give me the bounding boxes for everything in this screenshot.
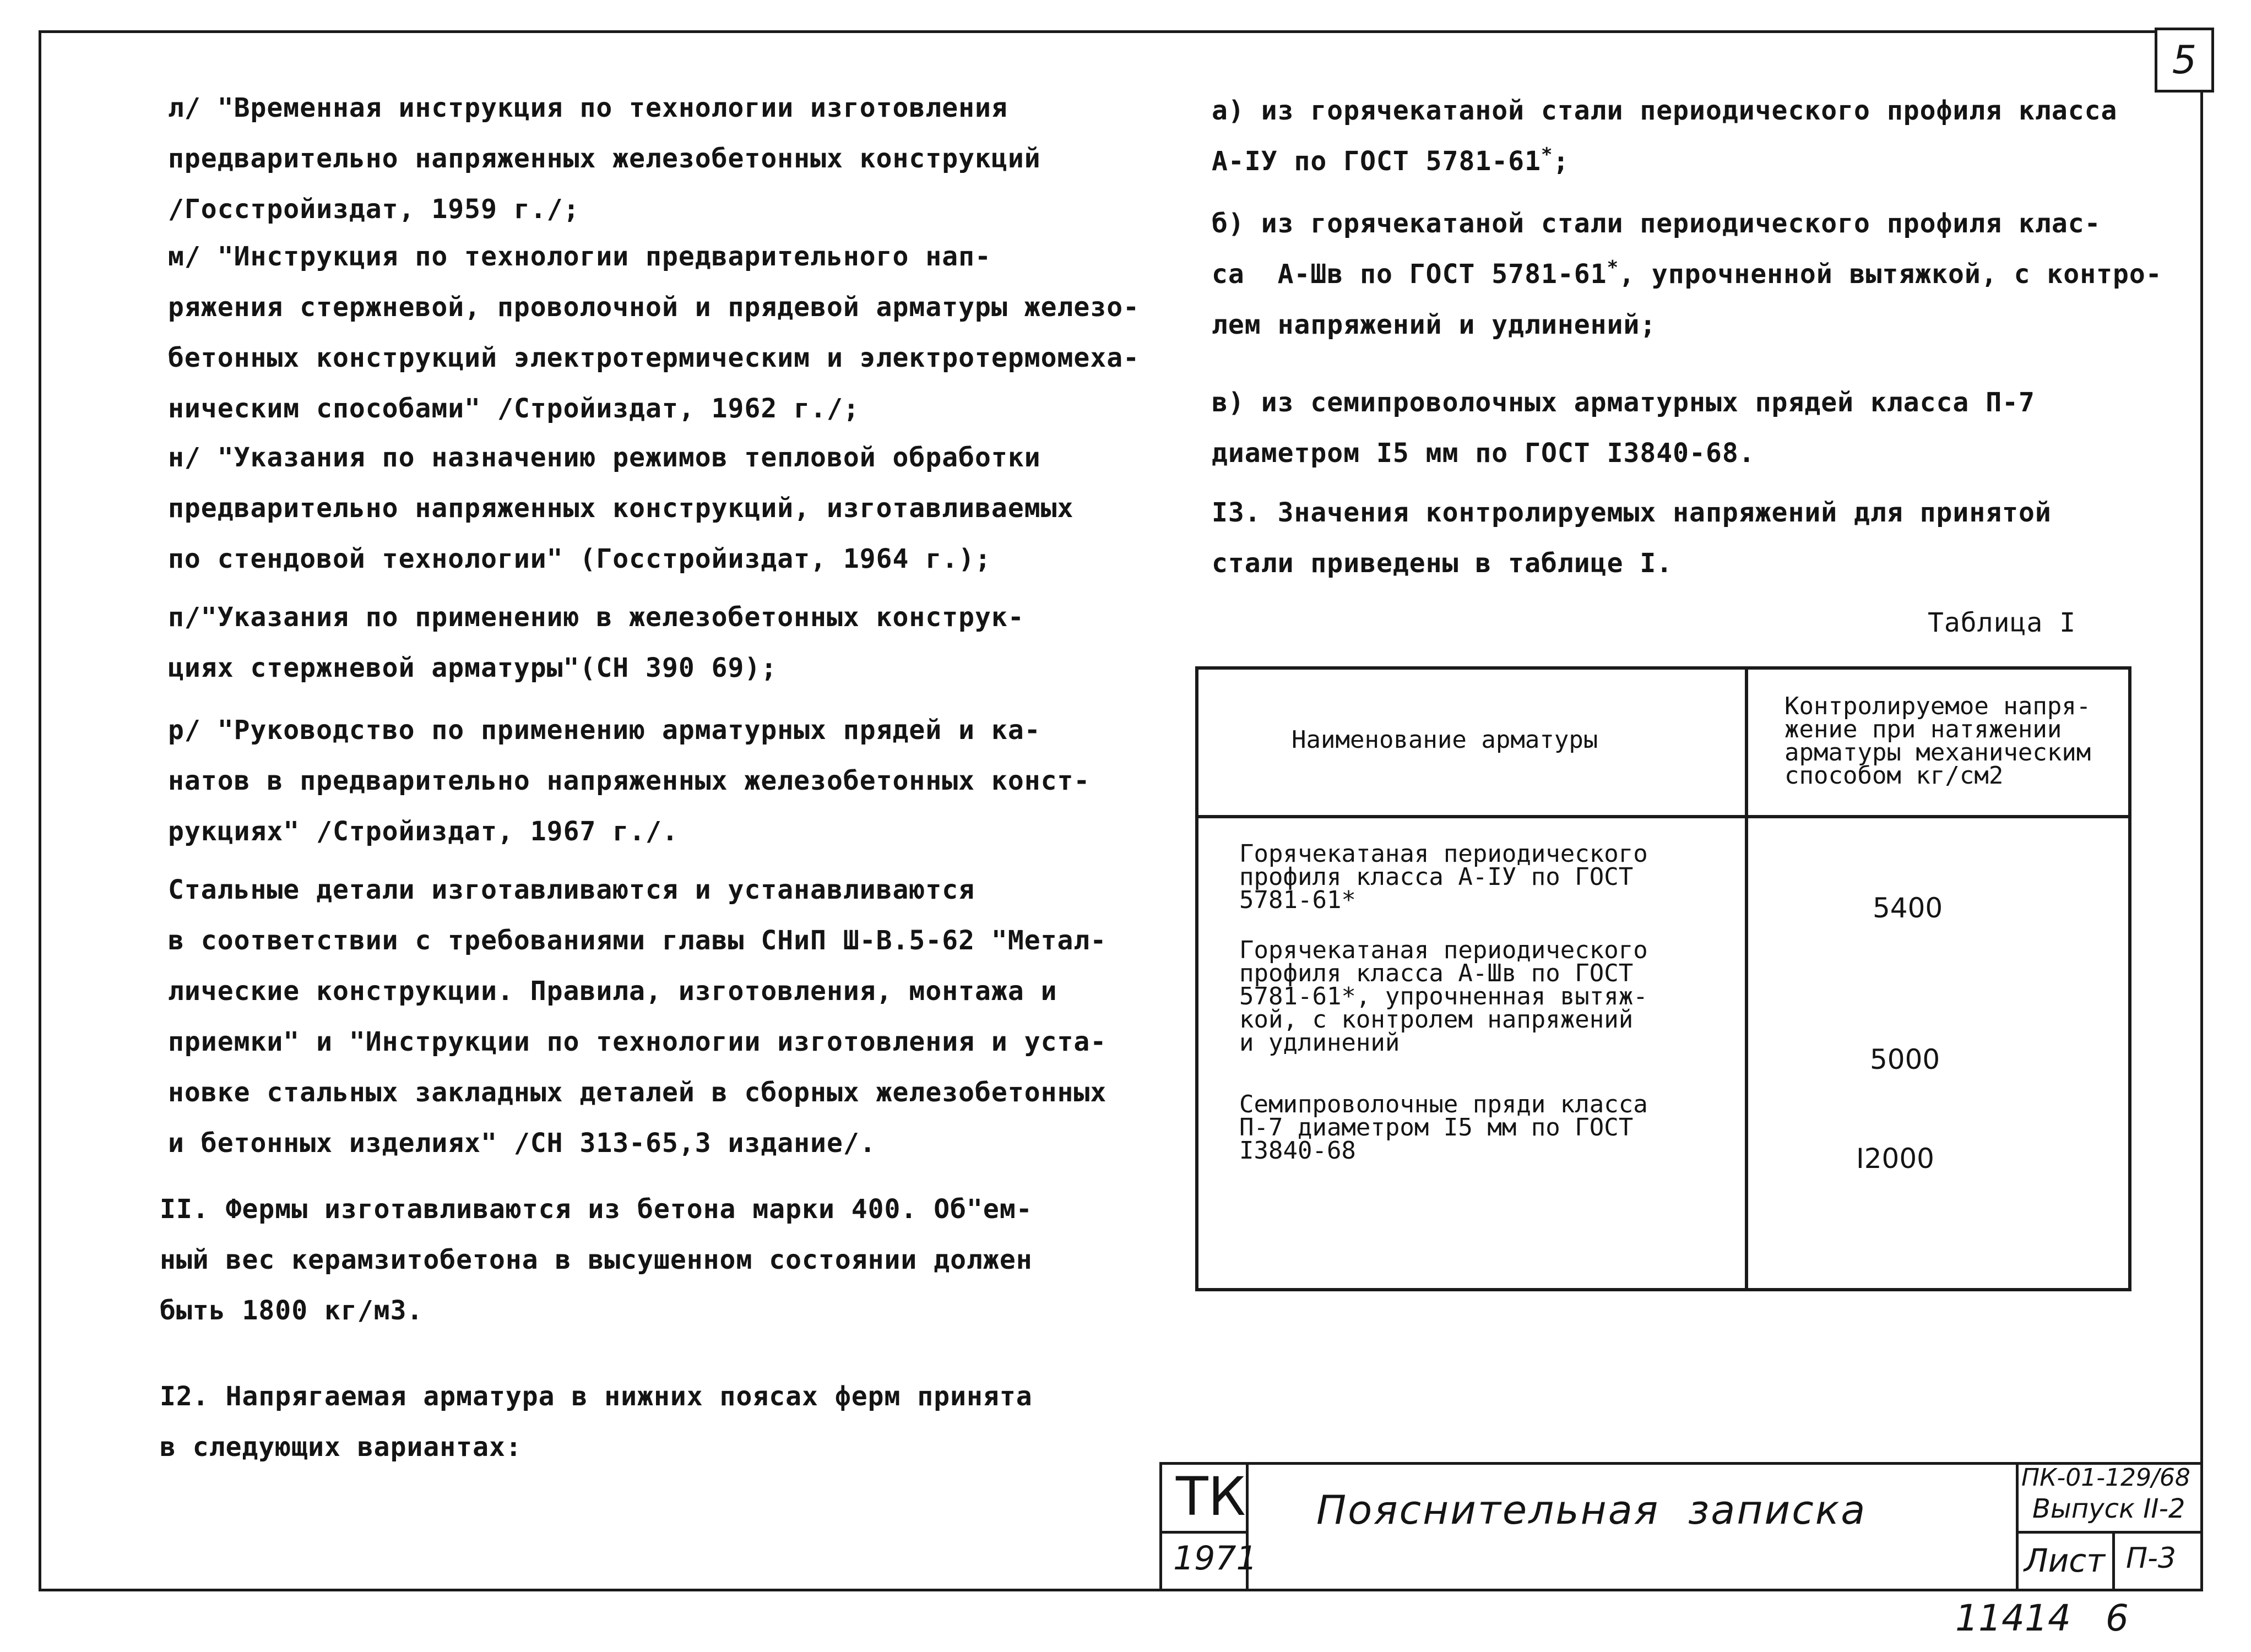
- stamp-title: Пояснительная записка: [1316, 1487, 1867, 1533]
- list-item-m: м/ "Инструкция по технологии предварительного нап- ряжения стержневой, проволочной и прядевой арматуры железо- бетонных конструкций электротермическим и электротермомеха- ническим способами" /Стройиздат, 1962 г./;: [168, 241, 1140, 424]
- list-item-a: а) из горячекатаной стали периодического профиля класса А-IУ по ГОСТ 5781-61*;: [1212, 95, 2118, 177]
- steel-parts-paragraph: Стальные детали изготавливаются и устанавливаются в соответствии с требованиями главы СНиП Ш-В.5-62 "Метал- лические конструкции. Правила, изготовления, монтажа и приемки" и "Инструкции по технологии изготовления и уста- новке стальных закладных деталей в сборных железобетонных и бетонных изделиях" /СН 313-65,3 издание/.: [168, 874, 1107, 1159]
- table-row-name: Семипроволочные пряди класса П-7 диаметром I5 мм по ГОСТ I3840-68: [1239, 1090, 1648, 1165]
- stamp-sheet-value: П-3: [2126, 1542, 2176, 1575]
- paragraph-11: II. Фермы изготавливаются из бетона марки 400. Об"ем- ный вес керамзитобетона в высушенном состоянии должен быть 1800 кг/м3.: [160, 1194, 1033, 1326]
- paragraph-12: I2. Напрягаемая арматура в нижних поясах ферм принята в следующих вариантах:: [160, 1381, 1033, 1463]
- table-row-name: Горячекатаная периодического профиля класса А-IУ по ГОСТ 5781-61*: [1239, 840, 1648, 914]
- stamp-left-border: [1159, 1462, 1162, 1591]
- page-number: 5: [2155, 28, 2214, 93]
- table-row-name: Горячекатаная периодического профиля класса А-Шв по ГОСТ 5781-61*, упрочненная вытяж- кой, с контролем напряжений и удлинений: [1239, 936, 1648, 1057]
- list-item-p: п/"Указания по применению в железобетонных конструк- циях стержневой арматуры"(СН 390 69);: [168, 602, 1024, 683]
- table-row-value: I2000: [1856, 1143, 1934, 1175]
- table-column-divider: [1745, 666, 1748, 1291]
- table-header-divider: [1195, 815, 2131, 818]
- stamp-divider: [2112, 1531, 2115, 1591]
- stamp-org: ТК: [1176, 1466, 1246, 1528]
- table-header-name: Наименование арматуры: [1292, 726, 1598, 754]
- table-header-value: Контролируемое напря- жение при натяжении арматуры механическим способом кг/см2: [1784, 692, 2091, 790]
- stamp-sheet-label: Лист: [2024, 1542, 2105, 1579]
- list-item-b: б) из горячекатаной стали периодического профиля клас- са А-Шв по ГОСТ 5781-61*, упрочненной вытяжкой, с контро- лем напряжений и удлинений;: [1212, 208, 2162, 340]
- list-item-l: л/ "Временная инструкция по технологии изготовления предварительно напряженных железобетонных конструкций /Госстройиздат, 1959 г./;: [168, 93, 1041, 225]
- stamp-divider: [2016, 1531, 2203, 1534]
- stamp-year: 1971: [1173, 1539, 1257, 1578]
- stamp-divider: [2016, 1462, 2019, 1591]
- list-item-n: н/ "Указания по назначению режимов тепловой обработки предварительно напряженных конструкций, изготавливаемых по стендовой технологии" (Госстройиздат, 1964 г.);: [168, 442, 1074, 574]
- list-item-r: р/ "Руководство по применению арматурных прядей и ка- натов в предварительно напряженных железобетонных конст- рукциях" /Стройиздат, 1967 г./.: [168, 715, 1091, 847]
- table-row-value: 5400: [1873, 892, 1943, 924]
- table-row-value: 5000: [1870, 1044, 1940, 1075]
- stamp-doc-code: ПК-01-129/68: [2021, 1464, 2190, 1492]
- footer-note: 11414 6: [1955, 1597, 2129, 1639]
- stamp-divider: [1159, 1531, 1249, 1534]
- stamp-issue: Выпуск II-2: [2032, 1493, 2185, 1524]
- paragraph-13: I3. Значения контролируемых напряжений для принятой стали приведены в таблице I.: [1212, 497, 2052, 579]
- table-caption: Таблица I: [1928, 607, 2076, 638]
- list-item-v: в) из семипроволочных арматурных прядей класса П-7 диаметром I5 мм по ГОСТ I3840-68.: [1212, 387, 2035, 469]
